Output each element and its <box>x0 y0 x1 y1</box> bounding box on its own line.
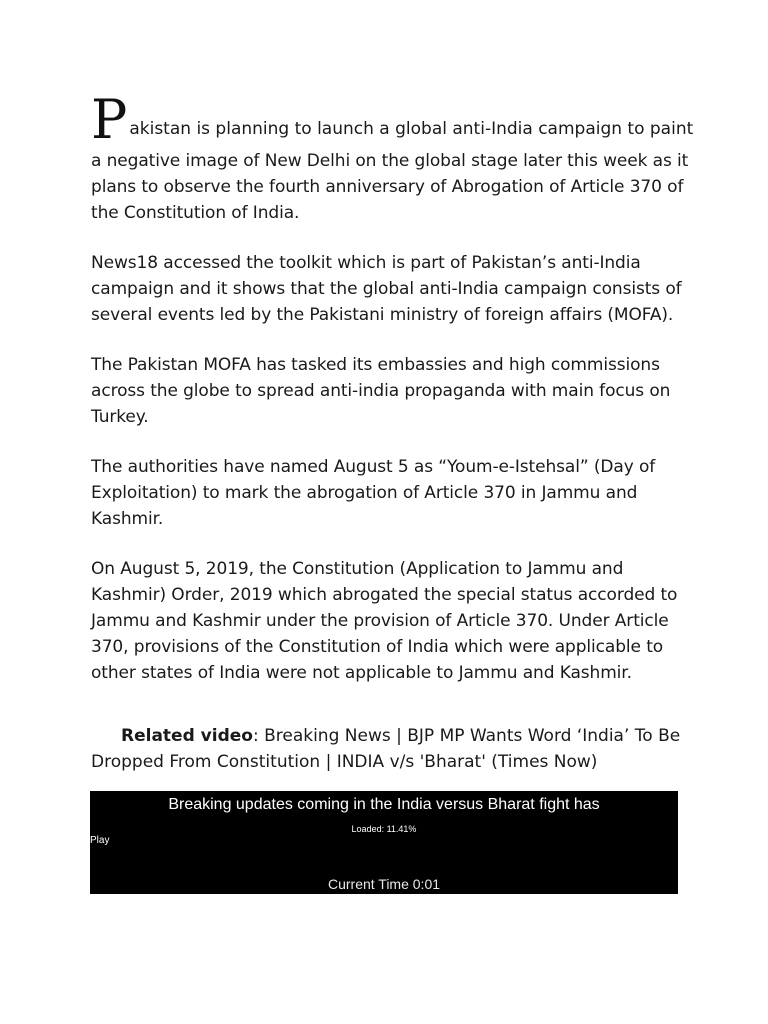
video-loaded-status: Loaded: 11.41% <box>351 824 417 834</box>
drop-cap: P <box>91 88 128 151</box>
related-video-line <box>91 723 691 775</box>
lead-first-line <box>91 88 694 151</box>
lead-first-line-text: akistan is planning to launch a global anti-India campaign to paint <box>129 119 694 139</box>
play-button[interactable]: Play <box>90 835 110 846</box>
related-video-text: : Breaking News | BJP MP Wants Word ‘India’ To Be Dropped From Constitution | INDIA v/s 'Bharat' (Times Now) <box>91 726 681 772</box>
paragraph-youm-e-istehsal: The authorities have named August 5 as “Youm-e-Istehsal” (Day of Exploitation) to mark the abrogation of Article 370 in Jammu and Kashmir. <box>91 457 656 529</box>
video-title: Breaking updates coming in the India versus Bharat fight has <box>168 796 600 813</box>
related-video-label: Related video <box>121 726 253 746</box>
paragraph-mofa: The Pakistan MOFA has tasked its embassies and high commissions across the globe to spread anti-india propaganda with main focus on Turkey. <box>91 355 671 427</box>
paragraph-toolkit: News18 accessed the toolkit which is part of Pakistan’s anti-India campaign and it shows that the global anti-India campaign consists of several events led by the Pakistani ministry of foreign affairs (MOFA). <box>91 253 682 325</box>
video-current-time: Current Time 0:01 <box>327 876 441 892</box>
article-body <box>91 88 694 710</box>
lead-paragraph: a negative image of New Delhi on the global stage later this week as it plans to observe the fourth anniversary of Abrogation of Article 370 of the Constitution of India. <box>91 151 689 223</box>
video-player[interactable] <box>90 791 678 894</box>
paragraph-august-5: On August 5, 2019, the Constitution (Application to Jammu and Kashmir) Order, 2019 which abrogated the special status accorded to Jammu and Kashmir under the provision of Article 370. Under Article 370, provisions of the Constitution of India which were applicable to other states of India were not applicable to Jammu and Kashmir. <box>91 559 678 683</box>
